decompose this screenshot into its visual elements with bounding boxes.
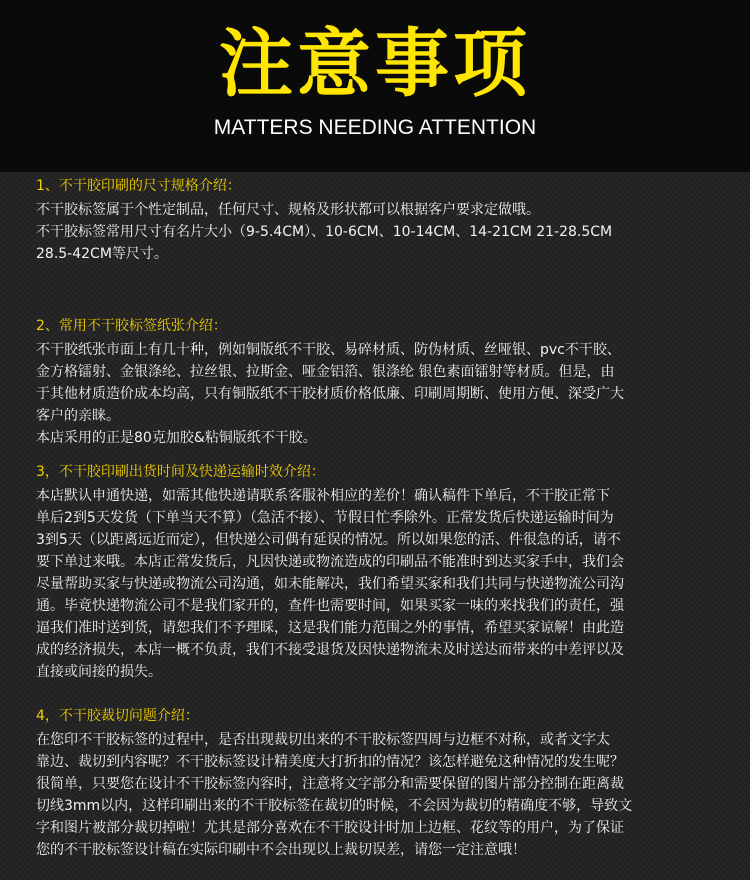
section-3-line-5: 尽量帮助买家与快递或物流公司沟通，如未能解决，我们希望买家和我们共同与快递物流公司沟 — [36, 576, 624, 592]
section-3-line-2: 单后2到5天发货（下单当天不算）（急活不接）、节假日忙季除外。正常发货后快递运输时间为 — [36, 510, 614, 526]
section-3-line-6: 通。毕竟快递物流公司不是我们家开的，查件也需要时间，如果买家一味的来找我们的责任，强 — [36, 598, 624, 614]
section-3-line-1: 本店默认申通快递，如需其他快递请联系客服补相应的差价！确认稿件下单后，不干胶正常下 — [36, 488, 610, 504]
section-2-line-3: 于其他材质造价成本均高，只有铜版纸不干胶材质价格低廉、印刷周期断、使用方便、深受广大 — [36, 386, 624, 402]
section-4-line-1: 在您印不干胶标签的过程中，是否出现裁切出来的不干胶标签四周与边框不对称，或者文字太 — [36, 732, 610, 748]
section-3-line-4: 要下单过来哦。本店正常发货后，凡因快递或物流造成的印刷品不能准时到达买家手中，我们会 — [36, 554, 624, 570]
section-4-line-5: 字和图片被部分裁切掉啦！尤其是部分喜欢在不干胶设计时加上边框、花纹等的用户，为了保证 — [36, 820, 624, 836]
section-3-line-9: 直接或间接的损失。 — [36, 664, 162, 680]
section-3-line-7: 逼我们准时送到货，请恕我们不予理睬，这是我们能力范围之外的事情，希望买家谅解！由此造 — [36, 620, 624, 636]
section-1-line-2: 不干胶标签常用尺寸有名片大小（9-5.4CM）、10-6CM、10-14CM、14-21CM 21-28.5CM — [36, 224, 613, 240]
section-4-line-4: 切线3mm以内，这样印刷出来的不干胶标签在裁切的时候，不会因为裁切的精确度不够，导致文 — [36, 798, 633, 814]
section-2-line-5: 本店采用的正是80克加胶&粘铜版纸不干胶。 — [36, 430, 317, 446]
section-4-line-6: 您的不干胶标签设计稿在实际印刷中不会出现以上裁切误差，请您一定注意哦！ — [36, 842, 526, 858]
section-2-line-4: 客户的亲睐。 — [36, 408, 120, 424]
page-subtitle: MATTERS NEEDING ATTENTION — [213, 116, 537, 139]
section-4-line-2: 靠边、裁切到内容呢？不干胶标签设计精美度大打折扣的情况？该怎样避免这种情况的发生呢？ — [36, 754, 624, 770]
section-4-line-3: 很简单，只要您在设计不干胶标签内容时，注意将文字部分和需要保留的图片部分控制在距离裁 — [36, 776, 624, 792]
section-1-heading: 1、不干胶印刷的尺寸规格介绍： — [36, 178, 241, 194]
section-1-line-3: 28.5-42CM等尺寸。 — [36, 246, 168, 262]
section-1-line-1: 不干胶标签属于个性定制品，任何尺寸、规格及形状都可以根据客户要求定做哦。 — [36, 202, 540, 218]
header-banner — [0, 0, 750, 172]
section-3-line-8: 成的经济损失，本店一概不负责，我们不接受退货及因快递物流未及时送达而带来的中差评以及 — [36, 642, 624, 658]
notice-content — [0, 172, 750, 880]
section-3-heading: 3，不干胶印刷出货时间及快递运输时效介绍： — [36, 464, 325, 480]
section-4-heading: 4，不干胶裁切问题介绍： — [36, 708, 199, 724]
section-2-line-2: 金方格镭射、金银涤纶、拉丝银、拉斯金、哑金铝箔、银涤纶 银色素面镭射等材质。但是，由 — [36, 364, 615, 380]
page-title: 注意事项 — [219, 21, 531, 107]
section-2-heading: 2、常用不干胶标签纸张介绍： — [36, 318, 227, 334]
section-3-line-3: 3到5天（以距离远近而定），但快递公司偶有延误的情况。所以如果您的活、件很急的话，请不 — [36, 532, 621, 548]
section-2-line-1: 不干胶纸张市面上有几十种，例如铜版纸不干胶、易碎材质、防伪材质、丝哑银、pvc不干胶、 — [36, 342, 621, 358]
